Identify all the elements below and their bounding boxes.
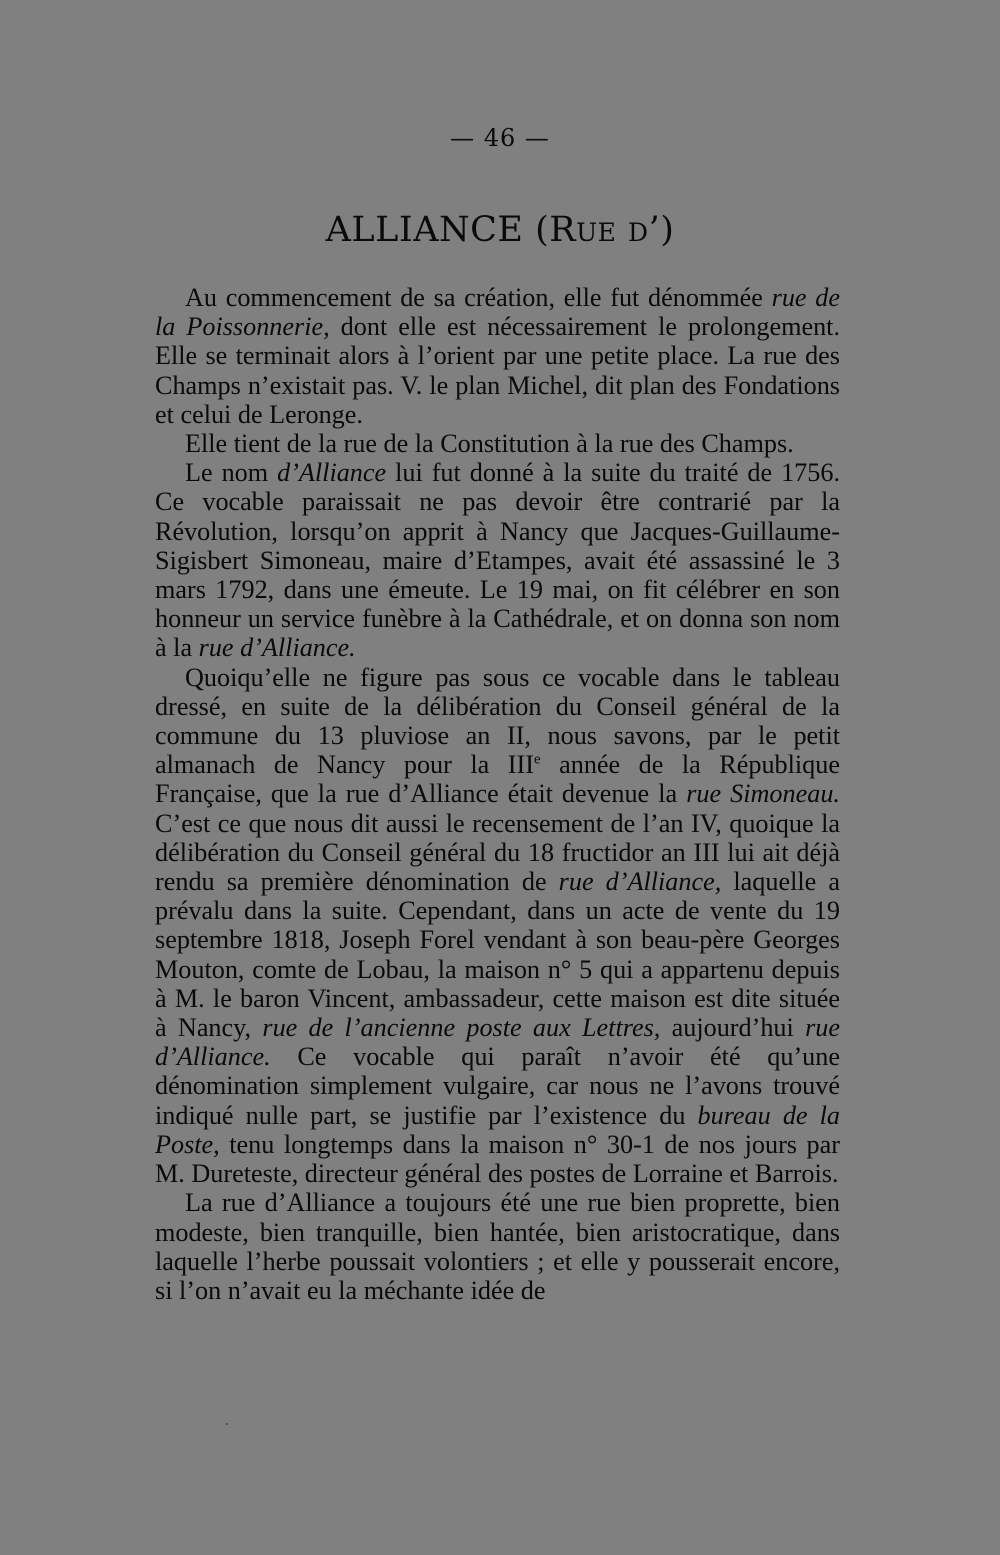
- text-run: Au commencement de sa création, elle fut dénommée: [185, 283, 772, 312]
- speck: [226, 1423, 228, 1425]
- superscript-run: e: [533, 751, 541, 768]
- paragraph: [155, 1188, 840, 1305]
- text-run: tenu longtemps dans la maison n° 30-1 de nos jours par M. Dureteste, directeur général des postes de Lorraine et Barrois.: [155, 1129, 840, 1189]
- text-run: Quoiqu’elle ne figure pas sous ce vocable dans le tableau dressé, en suite de la délibération du Conseil général de la commune du 13 pluviose an II, nous savons, par le petit almanach de Nancy pour la III: [155, 662, 840, 780]
- text-run: laquelle a prévalu dans la suite. Cependant, dans un acte de vente du 19 septembre 1818, Joseph Forel vendant à son beau-père Georges Mouton, comte de Lobau, la maison n° 5 qui a appartenu depuis à M. le baron Vincent, ambassadeur, cette maison est dite située à Nancy,: [155, 867, 840, 1043]
- italic-run: d’Alliance: [277, 458, 387, 488]
- title-close: ): [660, 210, 675, 250]
- title-main: ALLIANCE (: [325, 210, 550, 250]
- italic-run: rue d’Alliance.: [198, 633, 356, 663]
- italic-run: bureau de la Poste,: [155, 1100, 841, 1159]
- text-run: Elle tient de la rue de la Constitution à la rue des Champs.: [185, 429, 794, 459]
- italic-run: rue de la Poissonnerie,: [155, 283, 840, 342]
- title-small-caps: Rue d’: [549, 210, 661, 250]
- text-run: année de la République Française, que la rue d’Alliance était devenue la: [155, 750, 840, 809]
- italic-run: rue d’Alliance.: [155, 1013, 840, 1072]
- text-run: C’est ce que nous dit aussi le recensement de l’an IV, quoique la délibération du Conseil général du 18 fructidor an III lui ait déjà rendu sa première dénomination de: [155, 808, 840, 897]
- text-run: Ce vocable qui paraît n’avoir été qu’une dénomination simplement vulgaire, car nous ne l’avons trouvé indiqué nulle part, se justifie par l’existence du: [155, 1042, 840, 1130]
- text-run: dont elle est nécessairement le prolongement. Elle se terminait alors à l’orient par une petite place. La rue des Champs n’existait pas. V. le plan Michel, dit plan des Fondations et celui de Leronge.: [155, 312, 840, 429]
- text-run: aujourd’hui: [660, 1013, 806, 1043]
- text-run: lui fut donné à la suite du traité de 1756. Ce vocable paraissait ne pas devoir être contrarié par la Révolution, lorsqu’on apprit à Nancy que Jacques-Guillaume-Sigisbert Simoneau, maire d’Etampes, avait été assassiné le 3 mars 1792, dans une émeute. Le 19 mai, on fit célébrer en son honneur un service funèbre à la Cathédrale, et on donna son nom à la: [155, 458, 840, 663]
- text-run: La rue d’Alliance a toujours été une rue bien proprette, bien modeste, bien tranquille, bien hantée, bien aristocratique, dans laquelle l’herbe poussait volontiers ; et elle y pousserait encore, si l’on n’avait eu la méchante idée de: [155, 1188, 840, 1305]
- paragraph: [155, 429, 840, 458]
- paragraph: [155, 283, 840, 429]
- paragraph: [155, 663, 840, 1189]
- italic-run: rue de l’ancienne poste aux Lettres,: [262, 1013, 661, 1043]
- paragraph: [155, 458, 840, 662]
- text-run: Le nom: [185, 458, 278, 488]
- page-number: — 46 —: [450, 124, 550, 152]
- page-title: [0, 210, 1000, 250]
- body-text: [155, 283, 840, 1305]
- italic-run: rue Simoneau.: [686, 779, 840, 809]
- italic-run: rue d’Alliance,: [558, 867, 722, 897]
